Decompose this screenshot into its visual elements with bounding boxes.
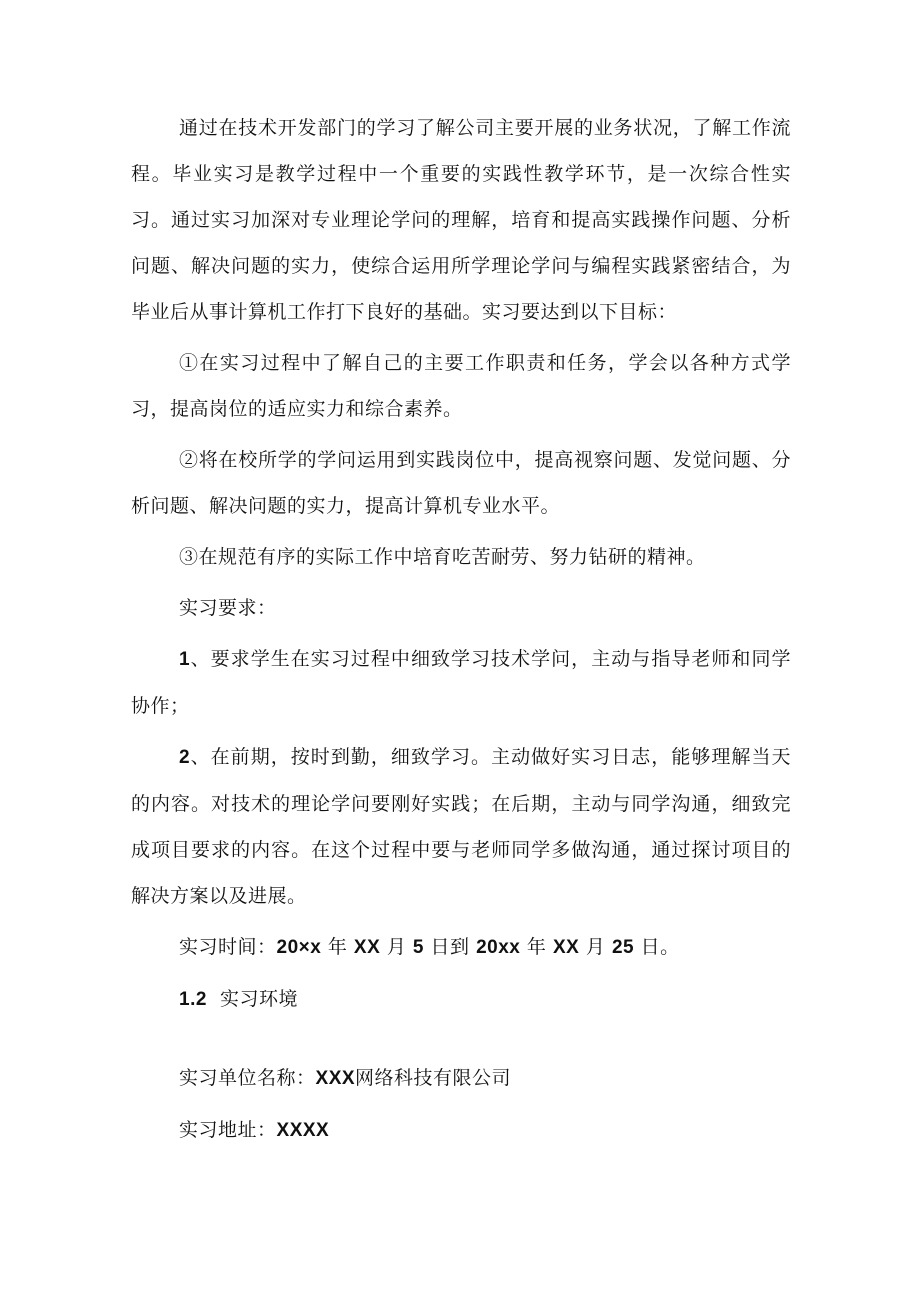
goal-item-2: ②将在校所学的学问运用到实践岗位中，提高视察问题、发觉问题、分析问题、解决问题的实力，提高计算机专业水平。: [131, 449, 791, 517]
end-month: XX: [552, 937, 580, 958]
company-code: XXX: [315, 1068, 356, 1089]
section-title: 实习环境: [220, 988, 299, 1010]
goal-item-1: ①在实习过程中了解自己的主要工作职责和任务，学会以各种方式学习，提高岗位的适应实力和综合素养。: [131, 352, 791, 420]
address-label: 实习地址：: [179, 1119, 277, 1141]
section-number: 1.2: [179, 989, 207, 1010]
document-body: [131, 105, 791, 1154]
end-day: 25: [611, 937, 635, 958]
requirement-item-1: [131, 636, 791, 729]
section-heading: [131, 976, 791, 1023]
start-month: XX: [353, 937, 381, 958]
requirement-number-1: 1: [179, 649, 191, 670]
requirement-text-1: 、要求学生在实习过程中细致学习技术学问，主动与指导老师和同学协作；: [131, 648, 791, 717]
month-char-1: 月: [386, 936, 407, 958]
requirement-text-2: 、在前期，按时到勤，细致学习。主动做好实习日志，能够理解当天的内容。对技术的理论学问要刚好实践；在后期，主动与同学沟通，细致完成项目要求的内容。在这个过程中要与老师同学多做沟通，通过探讨项目的解决方案以及进展。: [131, 746, 791, 907]
internship-time: [131, 924, 791, 971]
start-day: 5: [412, 937, 424, 958]
internship-unit: [131, 1055, 791, 1102]
internship-address: [131, 1107, 791, 1154]
requirements-heading: 实习要求：: [179, 597, 277, 619]
company-name: 网络科技有限公司: [355, 1067, 512, 1089]
time-label: 实习时间：: [179, 936, 277, 958]
intro-paragraph: 通过在技术开发部门的学习了解公司主要开展的业务状况，了解工作流程。毕业实习是教学过程中一个重要的实践性教学环节，是一次综合性实习。通过实习加深对专业理论学问的理解，培育和提高实践操作问题、分析问题、解决问题的实力，使综合运用所学理论学问与编程实践紧密结合，为毕业后从事计算机工作打下良好的基础。实习要达到以下目标：: [131, 117, 791, 323]
goal-item-3: ③在规范有序的实际工作中培育吃苦耐劳、努力钻研的精神。: [179, 546, 706, 568]
start-year: 20×x: [276, 937, 322, 958]
end-year: 20xx: [476, 937, 521, 958]
address-value: XXXX: [276, 1120, 330, 1141]
month-char-2: 月: [585, 936, 606, 958]
day-end-text: 日。: [640, 936, 680, 958]
requirement-item-2: [131, 734, 791, 919]
day-to-text: 日到: [430, 936, 470, 958]
year-char-1: 年: [327, 936, 348, 958]
year-char-2: 年: [526, 936, 547, 958]
unit-label: 实习单位名称：: [179, 1067, 316, 1089]
requirement-number-2: 2: [179, 747, 191, 768]
